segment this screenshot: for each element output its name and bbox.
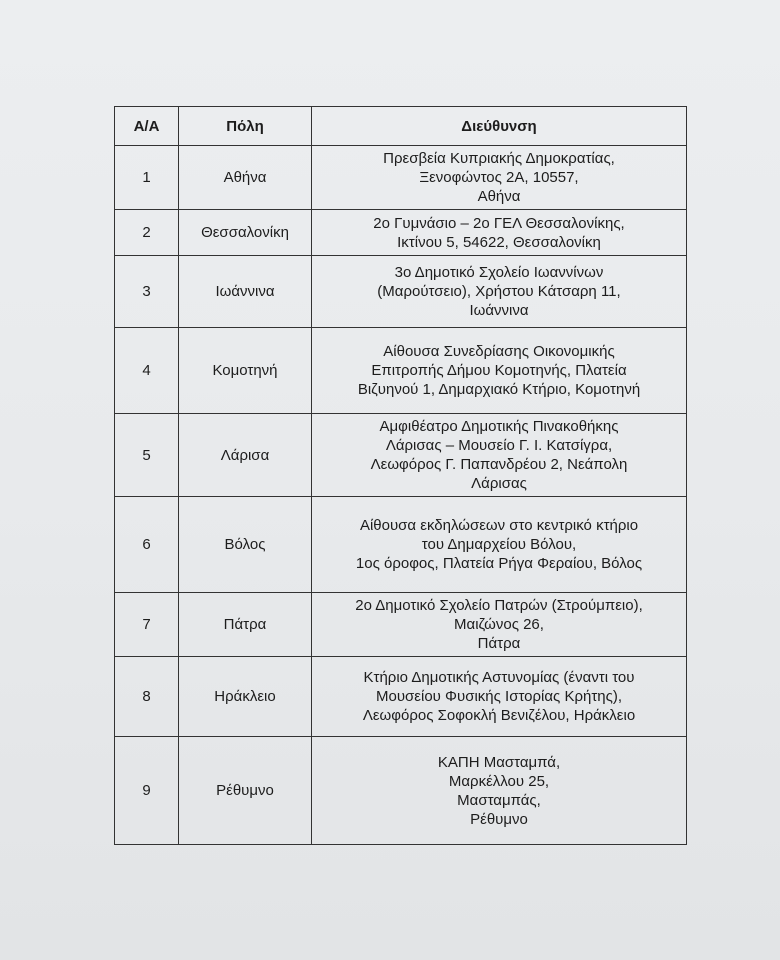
address-line: Ικτίνου 5, 54622, Θεσσαλονίκη (397, 233, 601, 251)
row-city: Βόλος (179, 497, 312, 593)
row-address (312, 414, 687, 497)
address-line: Μαρκέλλου 25, (448, 772, 550, 790)
address-line: Αίθουσα Συνεδρίασης Οικονομικής (383, 343, 615, 360)
table-row (115, 593, 687, 657)
row-city: Αθήνα (179, 146, 312, 210)
row-address (312, 146, 687, 210)
address-line: Βιζυηνού 1, Δημαρχιακό Κτήριο, Κομοτηνή (357, 381, 641, 398)
row-number: 9 (115, 737, 179, 845)
row-number: 7 (115, 593, 179, 657)
table-row (115, 256, 687, 328)
header-address: Διεύθυνση (312, 107, 687, 146)
row-address (312, 737, 687, 845)
table-row (115, 414, 687, 497)
table-body (115, 146, 687, 845)
row-address (312, 497, 687, 593)
address-line: Ρέθυμνο (470, 810, 528, 828)
address-line: (Μαρούτσειο), Χρήστου Κάτσαρη 11, (377, 283, 621, 300)
address-line: Επιτροπής Δήμου Κομοτηνής, Πλατεία (371, 362, 627, 379)
address-line: 1ος όροφος, Πλατεία Ρήγα Φεραίου, Βόλος (355, 555, 643, 572)
row-number: 1 (115, 146, 179, 210)
address-line: Ξενοφώντος 2Α, 10557, (419, 169, 579, 186)
table-row (115, 737, 687, 845)
address-line: 2ο Δημοτικό Σχολείο Πατρών (Στρούμπειο), (355, 597, 643, 614)
row-address (312, 657, 687, 737)
row-number: 3 (115, 256, 179, 328)
address-line: Μασταμπάς, (457, 791, 541, 809)
address-line: Αίθουσα εκδηλώσεων στο κεντρικό κτήριο (359, 517, 639, 534)
row-address (312, 256, 687, 328)
row-city: Κομοτηνή (179, 328, 312, 414)
address-line: 2ο Γυμνάσιο – 2ο ΓΕΛ Θεσσαλονίκης, (373, 214, 625, 232)
header-aa: Α/Α (115, 107, 179, 146)
row-city: Ιωάννινα (179, 256, 312, 328)
header-city: Πόλη (179, 107, 312, 146)
address-line: Λάρισας – Μουσείο Γ. Ι. Κατσίγρα, (385, 437, 613, 454)
table-row (115, 657, 687, 737)
row-number: 2 (115, 210, 179, 256)
header-row (115, 107, 687, 146)
address-line: Λεωφόρος Σοφοκλή Βενιζέλου, Ηράκλειο (362, 707, 636, 724)
row-number: 6 (115, 497, 179, 593)
address-line: 3ο Δημοτικό Σχολείο Ιωαννίνων (394, 264, 604, 281)
address-line: Ιωάννινα (469, 302, 529, 319)
address-line: Κτήριο Δημοτικής Αστυνομίας (έναντι του (363, 669, 635, 686)
table-row (115, 328, 687, 414)
address-line: Αθήνα (477, 188, 521, 205)
address-line: Μουσείου Φυσικής Ιστορίας Κρήτης), (376, 688, 622, 705)
address-line: Μαιζώνος 26, (454, 616, 544, 633)
address-line: Λάρισας (471, 475, 527, 492)
row-number: 5 (115, 414, 179, 497)
table-row (115, 210, 687, 256)
row-number: 8 (115, 657, 179, 737)
row-city: Ηράκλειο (179, 657, 312, 737)
address-line: Πάτρα (477, 635, 521, 652)
row-address (312, 210, 687, 256)
row-city: Λάρισα (179, 414, 312, 497)
address-line: Αμφιθέατρο Δημοτικής Πινακοθήκης (379, 418, 619, 435)
row-address (312, 328, 687, 414)
row-city: Πάτρα (179, 593, 312, 657)
address-line: Λεωφόρος Γ. Παπανδρέου 2, Νεάπολη (370, 456, 628, 473)
row-address (312, 593, 687, 657)
row-city: Ρέθυμνο (179, 737, 312, 845)
row-city: Θεσσαλονίκη (179, 210, 312, 256)
locations-table (114, 106, 687, 845)
table-row (115, 146, 687, 210)
row-number: 4 (115, 328, 179, 414)
address-line: Πρεσβεία Κυπριακής Δημοκρατίας, (383, 150, 615, 167)
address-line: ΚΑΠΗ Μασταμπά, (437, 753, 561, 771)
address-line: του Δημαρχείου Βόλου, (421, 536, 577, 553)
table-row (115, 497, 687, 593)
